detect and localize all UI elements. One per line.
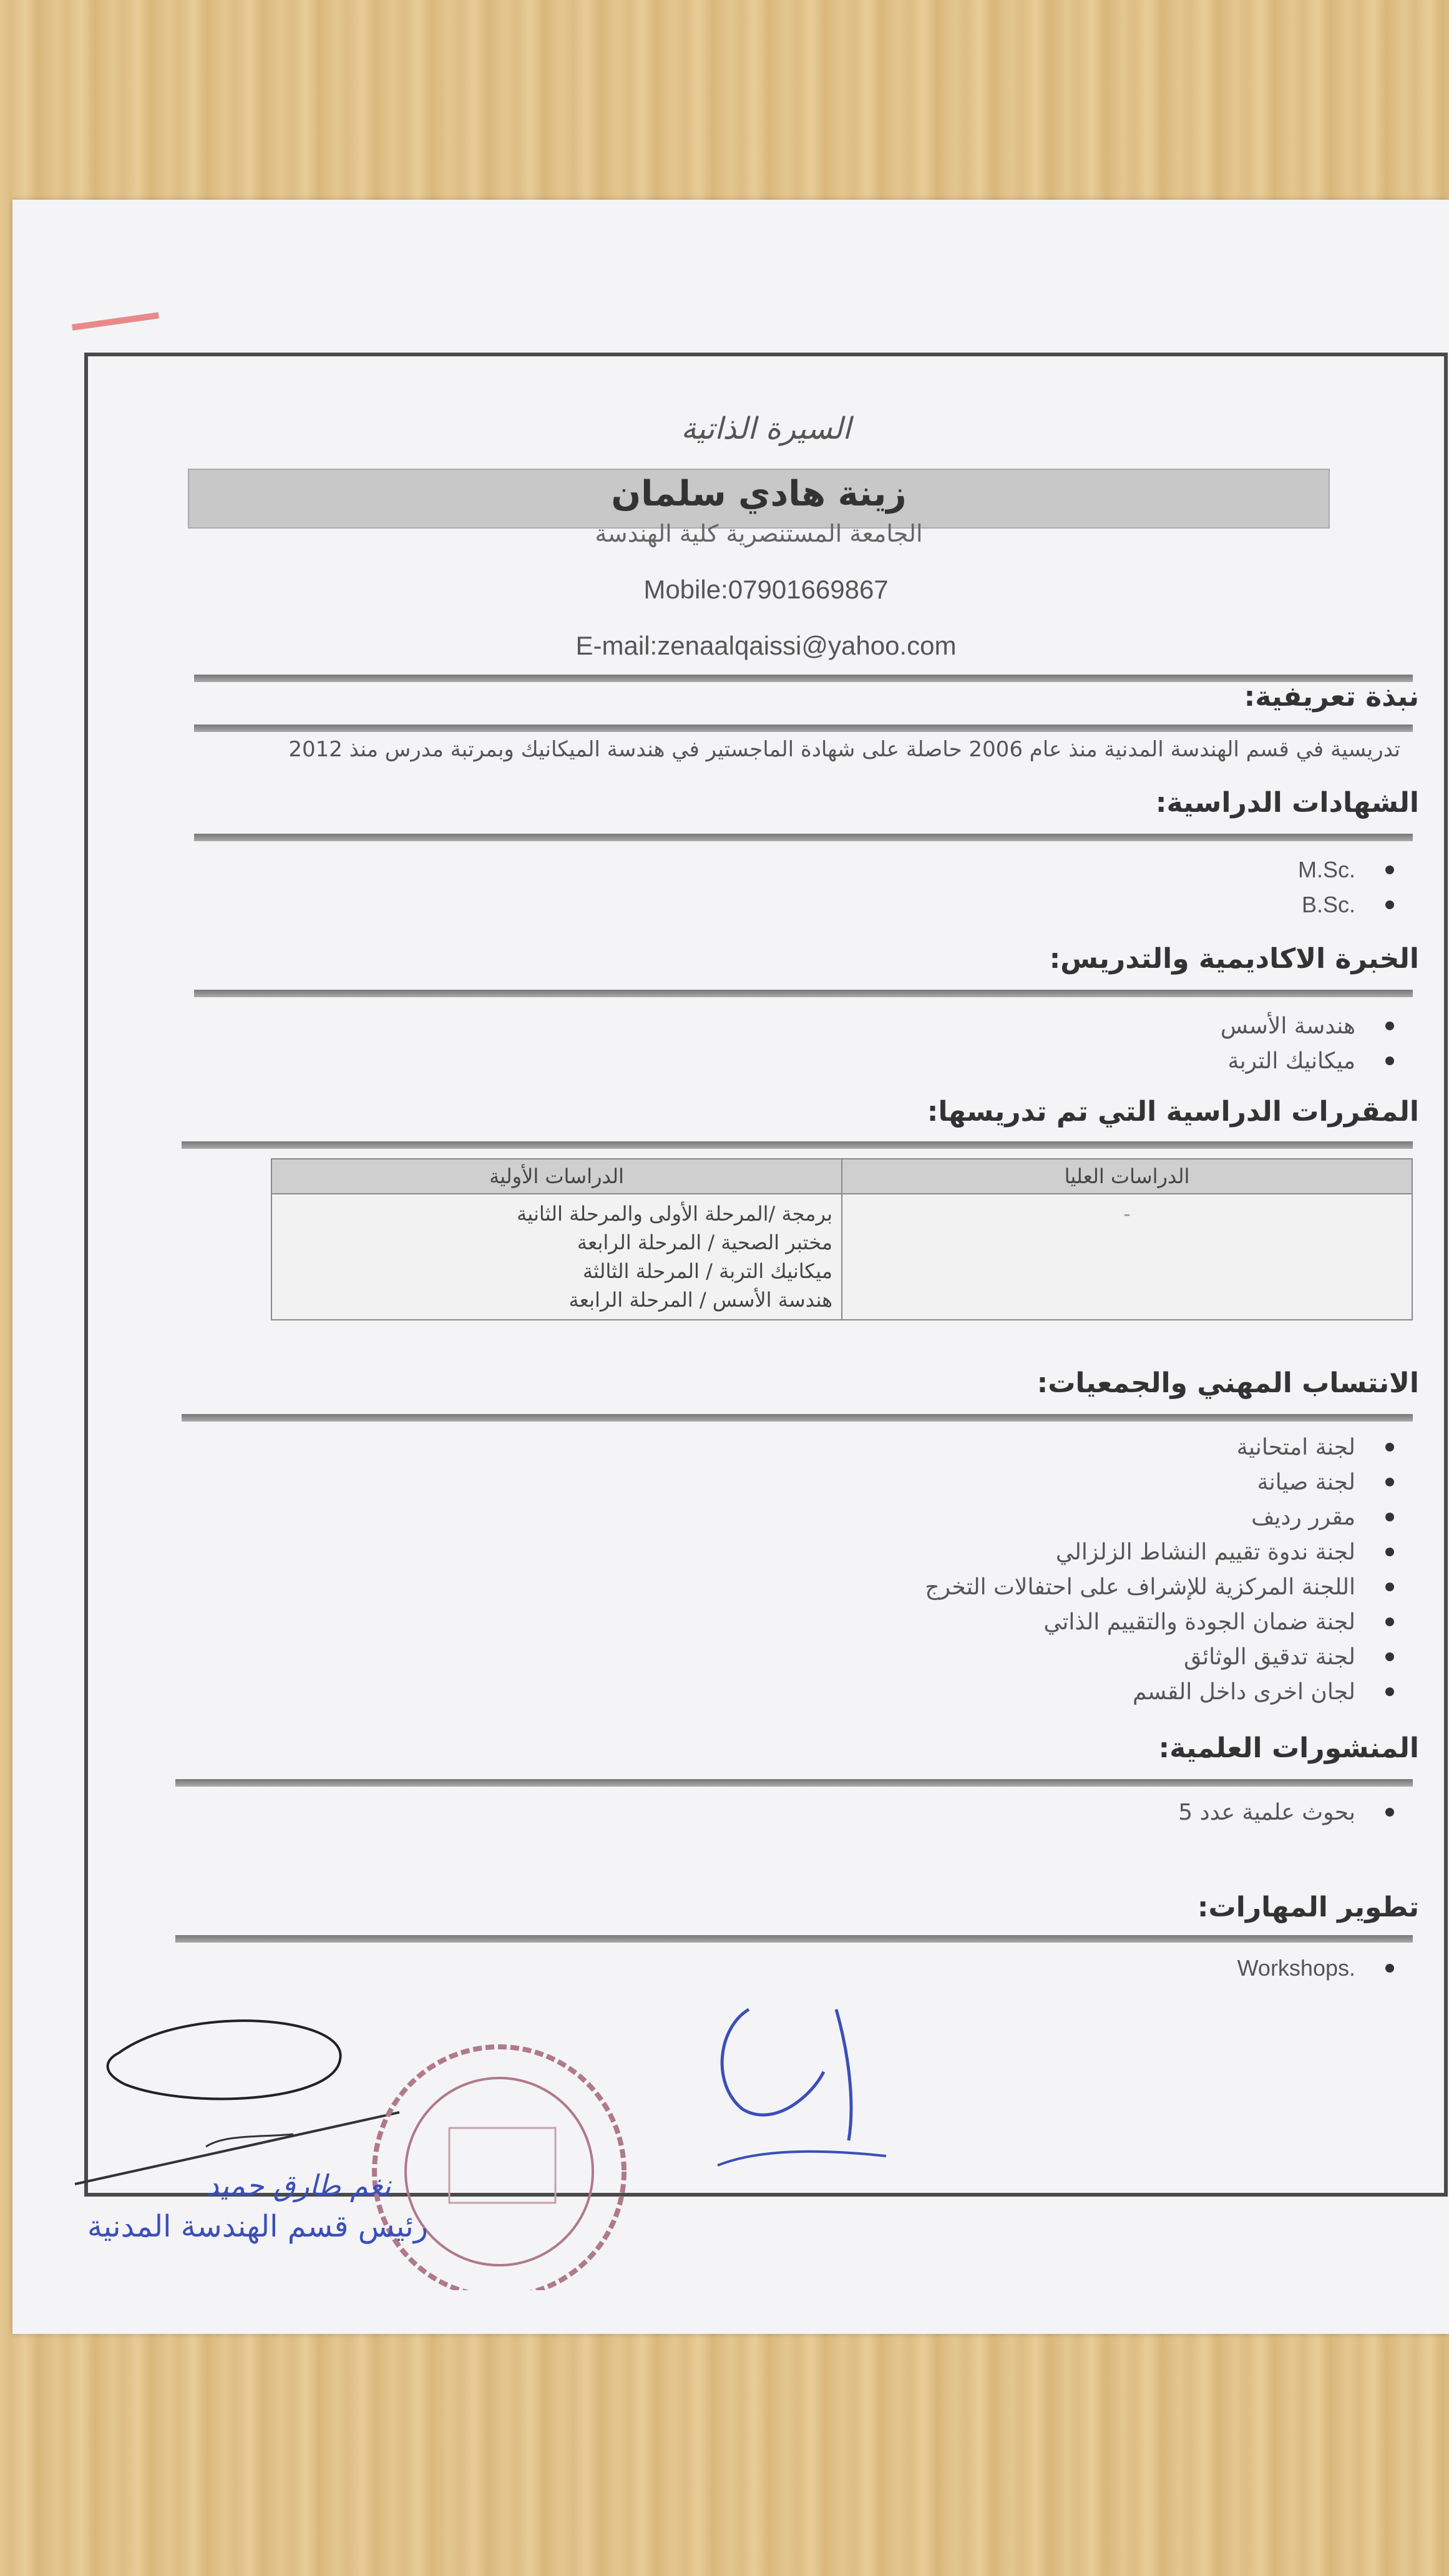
about-heading: نبذة تعريفية: <box>1244 681 1419 713</box>
bullet-icon <box>1385 1652 1394 1661</box>
degrees-list <box>1298 852 1394 922</box>
section-rule <box>182 1414 1413 1422</box>
bullet-icon <box>1385 1583 1394 1591</box>
list-item: ميكانيك التربة <box>1221 1043 1394 1078</box>
official-stamp-icon <box>374 2047 624 2290</box>
col-header-graduate: الدراسات العليا <box>842 1159 1412 1194</box>
email-address: E-mail:zenaalqaissi@yahoo.com <box>575 631 957 660</box>
mobile-number: Mobile:07901669867 <box>643 575 889 604</box>
section-rule <box>175 1935 1413 1943</box>
bullet-icon <box>1385 900 1394 909</box>
signature-loop-icon <box>108 2021 341 2099</box>
courses-heading: المقررات الدراسية التي تم تدريسها: <box>927 1096 1419 1128</box>
publications-heading: المنشورات العلمية: <box>1158 1732 1419 1764</box>
page-title: السيرة الذاتية <box>681 411 851 446</box>
skills-list <box>1237 1951 1394 1986</box>
signature-area <box>0 1978 936 2290</box>
list-item: لجنة ضمان الجودة والتقييم الذاتي <box>925 1604 1394 1639</box>
course-line: برمجة /المرحلة الأولى والمرحلة الثانية <box>517 1202 832 1226</box>
section-rule <box>182 1141 1413 1149</box>
about-text: تدريسية في قسم الهندسة المدنية منذ عام 2006 حاصلة على شهادة الماجستير في هندسة الميكانيك وبمرتبة مدرس منذ 2012 <box>288 737 1400 762</box>
course-line: ميكانيك التربة / المرحلة الثالثة <box>582 1259 832 1283</box>
professional-heading: الانتساب المهني والجمعيات: <box>1037 1367 1419 1399</box>
list-item: مقرر رديف <box>925 1500 1394 1534</box>
professional-list <box>925 1430 1394 1709</box>
courses-table <box>271 1158 1413 1320</box>
list-item: Workshops. <box>1237 1951 1394 1986</box>
bullet-icon <box>1385 1022 1394 1030</box>
blue-signature-icon <box>722 2009 824 2115</box>
section-rule <box>194 675 1413 682</box>
undergraduate-cell <box>271 1194 842 1320</box>
list-item: لجنة صيانة <box>925 1465 1394 1500</box>
blue-signature-icon <box>836 2009 851 2140</box>
course-line: مختبر الصحية / المرحلة الرابعة <box>577 1231 832 1254</box>
experience-heading: الخبرة الاكاديمية والتدريس: <box>1049 943 1419 975</box>
signatory-title: رئيس قسم الهندسة المدنية <box>87 2209 428 2244</box>
bullet-icon <box>1385 1548 1394 1556</box>
person-name: زينة هادي سلمان <box>611 474 907 514</box>
list-item: B.Sc. <box>1298 887 1394 922</box>
list-item: لجنة امتحانية <box>925 1430 1394 1465</box>
table-row <box>271 1194 1412 1320</box>
bullet-icon <box>1385 1617 1394 1626</box>
section-rule <box>194 990 1413 997</box>
graduate-cell: - <box>842 1194 1412 1320</box>
cv-frame <box>84 353 1448 2197</box>
list-item: هندسة الأسس <box>1221 1008 1394 1043</box>
bullet-icon <box>1385 1478 1394 1486</box>
section-rule <box>175 1779 1413 1787</box>
affiliation: الجامعة المستنصرية كلية الهندسة <box>595 520 923 547</box>
bullet-icon <box>1385 1056 1394 1065</box>
list-item: اللجنة المركزية للإشراف على احتفالات التخرج <box>925 1569 1394 1604</box>
list-item: لجنة ندوة تقييم النشاط الزلزالي <box>925 1534 1394 1569</box>
col-header-undergraduate: الدراسات الأولية <box>271 1159 842 1194</box>
signatory-name: نغم طارق حميد <box>206 2169 391 2202</box>
official-stamp-inner-icon <box>406 2078 593 2265</box>
blue-signature-icon <box>718 2152 886 2165</box>
bullet-icon <box>1385 1443 1394 1451</box>
degrees-heading: الشهادات الدراسية: <box>1155 787 1419 819</box>
bullet-icon <box>1385 1513 1394 1521</box>
experience-list <box>1221 1008 1394 1078</box>
course-line: هندسة الأسس / المرحلة الرابعة <box>568 1288 832 1312</box>
cv-content <box>88 356 1444 2193</box>
publications-list <box>1178 1795 1394 1830</box>
list-item: بحوث علمية عدد 5 <box>1178 1795 1394 1830</box>
list-item: لجنة تدقيق الوثائق <box>925 1639 1394 1674</box>
list-item: M.Sc. <box>1298 852 1394 887</box>
bullet-icon <box>1385 1687 1394 1696</box>
stamp-emblem-icon <box>449 2128 555 2203</box>
list-item: لجان اخرى داخل القسم <box>925 1674 1394 1709</box>
skills-heading: تطوير المهارات: <box>1197 1891 1419 1923</box>
bullet-icon <box>1385 1808 1394 1817</box>
section-rule <box>194 724 1413 732</box>
section-rule <box>194 834 1413 841</box>
bullet-icon <box>1385 1964 1394 1973</box>
bullet-icon <box>1385 866 1394 874</box>
